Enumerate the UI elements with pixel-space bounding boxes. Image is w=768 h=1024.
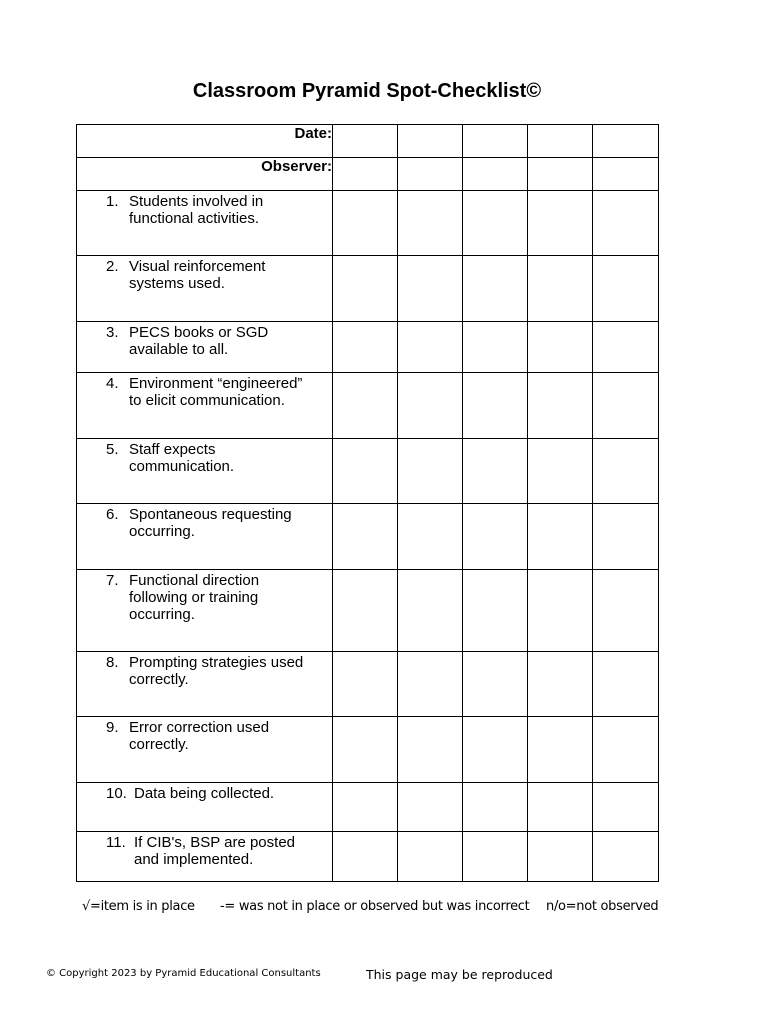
checklist-table <box>76 124 659 882</box>
checklist-item-observation-cell[interactable] <box>333 373 398 439</box>
item-text <box>129 572 259 623</box>
checklist-item-observation-cell[interactable] <box>528 191 593 256</box>
checklist-item-observation-cell[interactable] <box>333 783 398 832</box>
header-row-observation-cell[interactable] <box>593 125 659 158</box>
checklist-item-observation-cell[interactable] <box>528 717 593 783</box>
checklist-item-observation-cell[interactable] <box>398 191 463 256</box>
item-text-line: communication. <box>129 458 235 475</box>
item-text <box>134 785 274 802</box>
item-number: 8. <box>106 654 119 671</box>
checklist-item-row <box>77 717 659 783</box>
checklist-item-observation-cell[interactable] <box>398 832 463 882</box>
item-number: 6. <box>106 506 119 523</box>
item-text-line: Error correction used <box>129 719 270 736</box>
checklist-item-row <box>77 832 659 882</box>
checklist-item-row <box>77 439 659 504</box>
checklist-item-observation-cell[interactable] <box>463 439 528 504</box>
checklist-item-observation-cell[interactable] <box>593 256 659 322</box>
page-title: Classroom Pyramid Spot-Checklist© <box>192 80 542 102</box>
checklist-item-label <box>77 652 333 717</box>
checklist-item-observation-cell[interactable] <box>593 717 659 783</box>
checklist-item-label <box>77 191 333 256</box>
item-number: 10. <box>106 785 127 802</box>
checklist-item-observation-cell[interactable] <box>593 783 659 832</box>
checklist-item-label <box>77 256 333 322</box>
checklist-item-label <box>77 373 333 439</box>
checklist-item-observation-cell[interactable] <box>593 570 659 652</box>
checklist-item-observation-cell[interactable] <box>593 652 659 717</box>
checklist-item-observation-cell[interactable] <box>528 570 593 652</box>
checklist-item-row <box>77 504 659 570</box>
checklist-item-label <box>77 783 333 832</box>
item-text-line: occurring. <box>129 523 195 540</box>
header-row <box>77 125 659 158</box>
item-text-line: PECS books or SGD <box>129 324 269 341</box>
item-number: 3. <box>106 324 119 341</box>
checklist-item-label <box>77 439 333 504</box>
item-text-line: Students involved in <box>129 193 264 210</box>
item-text <box>129 193 263 227</box>
checklist-item-label <box>77 504 333 570</box>
item-text <box>134 834 295 868</box>
checklist-item-observation-cell[interactable] <box>528 439 593 504</box>
checklist-item-observation-cell[interactable] <box>528 373 593 439</box>
header-row-observation-cell[interactable] <box>463 125 528 158</box>
checklist-item-observation-cell[interactable] <box>593 504 659 570</box>
checklist-item-observation-cell[interactable] <box>333 256 398 322</box>
item-number: 5. <box>106 441 119 458</box>
checklist-item-observation-cell[interactable] <box>398 439 463 504</box>
checklist-item-observation-cell[interactable] <box>463 570 528 652</box>
checklist-item-observation-cell[interactable] <box>398 322 463 373</box>
checklist-item-observation-cell[interactable] <box>528 504 593 570</box>
item-number: 1. <box>106 193 119 210</box>
copyright-notice: © Copyright 2023 by Pyramid Educational Consultants <box>46 968 321 979</box>
checklist-item-observation-cell[interactable] <box>398 783 463 832</box>
checklist-item-observation-cell[interactable] <box>528 652 593 717</box>
header-row-observation-cell[interactable] <box>398 125 463 158</box>
checklist-item-observation-cell[interactable] <box>463 783 528 832</box>
checklist-item-observation-cell[interactable] <box>463 504 528 570</box>
checklist-item-observation-cell[interactable] <box>398 373 463 439</box>
item-text-line: If CIB's, BSP are posted <box>134 834 296 851</box>
checklist-item-observation-cell[interactable] <box>463 256 528 322</box>
checklist-item-observation-cell[interactable] <box>593 373 659 439</box>
checklist-item-observation-cell[interactable] <box>398 256 463 322</box>
checklist-item-observation-cell[interactable] <box>463 322 528 373</box>
checklist-item-label <box>77 570 333 652</box>
legend-in-place: √=item is in place <box>82 899 195 914</box>
checklist-item-observation-cell[interactable] <box>398 504 463 570</box>
checklist-item-observation-cell[interactable] <box>333 570 398 652</box>
item-number: 11. <box>106 834 126 851</box>
item-text-line: available to all. <box>129 341 229 358</box>
header-row-observation-cell[interactable] <box>333 158 398 191</box>
checklist-item-observation-cell[interactable] <box>593 322 659 373</box>
checklist-item-row <box>77 652 659 717</box>
checklist-item-label <box>77 717 333 783</box>
item-text-line: and implemented. <box>134 851 254 868</box>
checklist-item-row <box>77 373 659 439</box>
checklist-item-observation-cell[interactable] <box>528 322 593 373</box>
item-text-line: correctly. <box>129 671 189 688</box>
checklist-item-row <box>77 191 659 256</box>
checklist-item-observation-cell[interactable] <box>333 717 398 783</box>
item-text-line: Functional direction <box>129 572 260 589</box>
item-text-line: occurring. <box>129 606 195 623</box>
item-text <box>129 375 302 409</box>
item-text-line: correctly. <box>129 736 189 753</box>
item-number: 7. <box>106 572 119 589</box>
item-text-line: to elicit communication. <box>129 392 285 409</box>
checklist-item-observation-cell[interactable] <box>528 783 593 832</box>
item-text-line: Visual reinforcement <box>129 258 266 275</box>
reproduction-notice: This page may be reproduced <box>366 967 553 982</box>
header-row-observation-cell[interactable] <box>398 158 463 191</box>
item-text-line: Data being collected. <box>134 785 275 802</box>
legend-not-observed: n/o=not observed <box>546 899 659 914</box>
checklist-item-observation-cell[interactable] <box>463 191 528 256</box>
item-text <box>129 258 265 292</box>
checklist-item-observation-cell[interactable] <box>333 322 398 373</box>
checklist-item-row <box>77 783 659 832</box>
item-text-line: Staff expects <box>129 441 216 458</box>
checklist-item-observation-cell[interactable] <box>463 652 528 717</box>
header-row-observation-cell[interactable] <box>593 158 659 191</box>
checklist-item-row <box>77 322 659 373</box>
item-text-line: following or training <box>129 589 259 606</box>
item-text-line: Spontaneous requesting <box>129 506 292 523</box>
item-text <box>129 719 269 753</box>
checklist-item-observation-cell[interactable] <box>593 191 659 256</box>
header-row-observation-cell[interactable] <box>528 158 593 191</box>
item-text-line: Environment “engineered” <box>129 375 303 392</box>
checklist-item-observation-cell[interactable] <box>398 717 463 783</box>
checklist-item-observation-cell[interactable] <box>333 652 398 717</box>
item-text <box>129 324 268 358</box>
header-row-observation-cell[interactable] <box>463 158 528 191</box>
item-number: 4. <box>106 375 119 392</box>
header-row <box>77 158 659 191</box>
checklist-item-observation-cell[interactable] <box>333 439 398 504</box>
header-row-observation-cell[interactable] <box>333 125 398 158</box>
checklist-item-observation-cell[interactable] <box>463 717 528 783</box>
checklist-item-observation-cell[interactable] <box>333 191 398 256</box>
checklist-item-observation-cell[interactable] <box>398 570 463 652</box>
item-text <box>129 506 292 540</box>
checklist-item-row <box>77 570 659 652</box>
item-number: 2. <box>106 258 119 275</box>
checklist-item-label <box>77 322 333 373</box>
checklist-item-observation-cell[interactable] <box>333 832 398 882</box>
item-number: 9. <box>106 719 119 736</box>
header-row-label: Observer: <box>77 158 333 191</box>
checklist-item-observation-cell[interactable] <box>463 832 528 882</box>
item-text <box>129 654 303 688</box>
header-row-label: Date: <box>77 125 333 158</box>
item-text-line: functional activities. <box>129 210 260 227</box>
checklist-item-row <box>77 256 659 322</box>
item-text-line: systems used. <box>129 275 225 292</box>
checklist-item-observation-cell[interactable] <box>593 832 659 882</box>
checklist-item-observation-cell[interactable] <box>398 652 463 717</box>
checklist-item-observation-cell[interactable] <box>333 504 398 570</box>
checklist-item-observation-cell[interactable] <box>593 439 659 504</box>
item-text-line: Prompting strategies used <box>129 654 304 671</box>
legend-incorrect: -= was not in place or observed but was incorrect <box>220 899 530 914</box>
checklist-item-observation-cell[interactable] <box>528 832 593 882</box>
item-text <box>129 441 234 475</box>
header-row-observation-cell[interactable] <box>528 125 593 158</box>
checklist-item-observation-cell[interactable] <box>463 373 528 439</box>
checklist-item-observation-cell[interactable] <box>528 256 593 322</box>
checklist-item-label <box>77 832 333 882</box>
